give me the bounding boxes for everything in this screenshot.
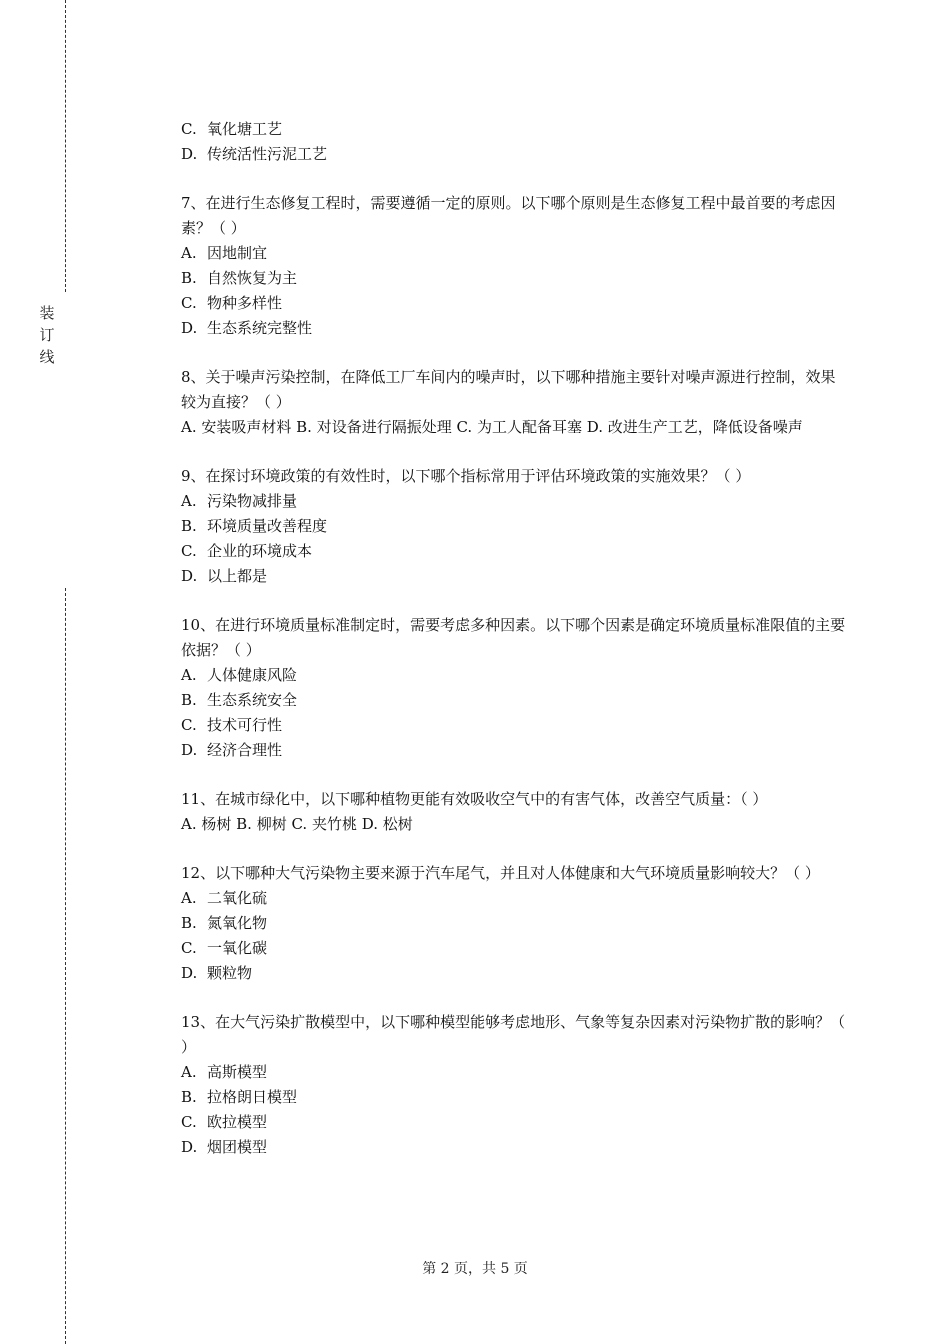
binding-char: 装 [39,304,55,322]
option: C. 氧化塘工艺 [181,120,283,138]
page-footer: 第 2 页，共 5 页 [422,1261,528,1277]
option: A. 人体健康风险 [181,666,298,684]
option: B. 环境质量改善程度 [181,517,328,535]
question-text: 11、在城市绿化中，以下哪种植物更能有效吸收空气中的有害气体，改善空气质量：（ ） [181,790,768,808]
option: B. 氮氧化物 [181,914,268,932]
binding-char: 订 [39,326,55,344]
question-9 [181,464,846,589]
option: C. 欧拉模型 [181,1113,268,1131]
question-13 [181,1010,846,1160]
option: C. 物种多样性 [181,294,283,312]
option: B. 生态系统安全 [181,691,298,709]
question-text: 7、在进行生态修复工程时，需要遵循一定的原则。以下哪个原则是生态修复工程中最首要的考虑因素？（ ） [181,194,836,237]
option: A. 高斯模型 [181,1063,268,1081]
question-7 [181,191,846,341]
question-text: 9、在探讨环境政策的有效性时，以下哪个指标常用于评估环境政策的实施效果？（ ） [181,467,751,485]
exam-content [181,117,846,1184]
inline-options: A. 安装吸声材料 B. 对设备进行隔振处理 C. 为工人配备耳塞 D. 改进生产工艺，降低设备噪声 [181,418,803,436]
binding-dashed-line-bottom [65,588,66,1344]
option: A. 污染物减排量 [181,492,298,510]
option: A. 二氧化硫 [181,889,268,907]
question-text: 13、在大气污染扩散模型中，以下哪种模型能够考虑地形、气象等复杂因素对污染物扩散的影响？（ ） [181,1013,846,1056]
option: D. 烟团模型 [181,1138,268,1156]
option: B. 自然恢复为主 [181,269,298,287]
option: C. 一氧化碳 [181,939,268,957]
option: D. 传统活性污泥工艺 [181,145,328,163]
option: D. 颗粒物 [181,964,253,982]
option: A. 因地制宜 [181,244,268,262]
option: D. 经济合理性 [181,741,283,759]
option: C. 企业的环境成本 [181,542,313,560]
question-11 [181,787,846,837]
question-12 [181,861,846,986]
binding-char: 线 [39,348,55,366]
question-10 [181,613,846,763]
binding-dashed-line-top [65,0,66,292]
question-8 [181,365,846,440]
option: B. 拉格朗日模型 [181,1088,298,1106]
option: C. 技术可行性 [181,716,283,734]
option: D. 以上都是 [181,567,268,585]
question-text: 8、关于噪声污染控制，在降低工厂车间内的噪声时，以下哪种措施主要针对噪声源进行控制，效果较为直接？（ ） [181,368,836,411]
binding-label [38,302,56,368]
question-text: 10、在进行环境质量标准制定时，需要考虑多种因素。以下哪个因素是确定环境质量标准限值的主要依据？（ ） [181,616,846,659]
continued-question-options [181,117,846,167]
inline-options: A. 杨树 B. 柳树 C. 夹竹桃 D. 松树 [181,815,413,833]
option: D. 生态系统完整性 [181,319,313,337]
question-text: 12、以下哪种大气污染物主要来源于汽车尾气，并且对人体健康和大气环境质量影响较大？（ ） [181,864,820,882]
